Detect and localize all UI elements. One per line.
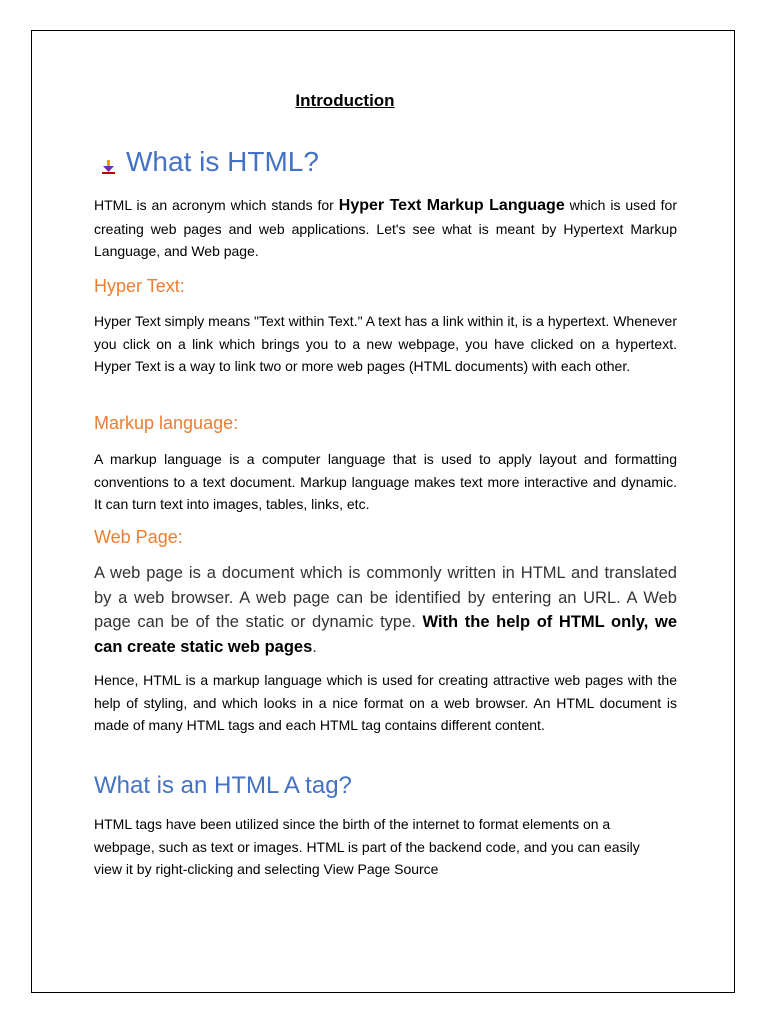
hyper-text-heading: Hyper Text: [94, 276, 185, 296]
web-page-bold-text: With the help of HTML only, we can create static web pages [94, 613, 677, 656]
main-heading: What is HTML? [126, 146, 319, 177]
hyper-text-paragraph: Hyper Text simply means "Text within Text." A text has a link within it, is a hypertext. Whenever you click on a link which brings you to a new webpage, you have clicked on a hypertext. Hyper Text is a way to link two or more web pages (HTML documents) with each other. [94, 313, 677, 374]
markup-language-paragraph: A markup language is a computer language that is used to apply layout and formatting conventions to a text document. Markup language makes text more interactive and dynamic. It can turn text into images, tables, links, etc. [94, 451, 677, 512]
html-a-tag-paragraph: HTML tags have been utilized since the birth of the internet to format elements on a webpage, such as text or images. HTML is part of the backend code, and you can easily view it by right-clicking and selecting View Page Source [94, 816, 640, 877]
markup-language-heading: Markup language: [94, 413, 239, 433]
document-title: Introduction [295, 91, 395, 110]
web-page-heading: Web Page: [94, 527, 183, 547]
intro-bold-term: Hyper Text Markup Language [338, 197, 565, 214]
hence-paragraph: Hence, HTML is a markup language which is used for creating attractive web pages with the help of styling, and which looks in a nice format on a web browser. An HTML document is made of many HTML tags and each HTML tag contains different content. [94, 672, 677, 733]
web-page-text: A web page is a document which is commonly written in HTML and translated by a web browser. A web page can be identified by entering an URL. A Web page can be of the static or dynamic type. [94, 564, 677, 631]
intro-text-end: which is used for creating web pages and web applications. Let's see what is meant by Hypertext Markup Language, and Web page. [94, 197, 677, 259]
web-page-paragraph [94, 561, 677, 659]
document-page [31, 30, 735, 993]
html-a-tag-heading: What is an HTML A tag? [94, 772, 352, 799]
arrow-bullet-icon [102, 160, 116, 174]
intro-paragraph [94, 194, 677, 263]
web-page-text-end: . [312, 637, 317, 656]
intro-text-start: HTML is an acronym which stands for [94, 197, 339, 213]
main-heading-row [102, 144, 319, 180]
